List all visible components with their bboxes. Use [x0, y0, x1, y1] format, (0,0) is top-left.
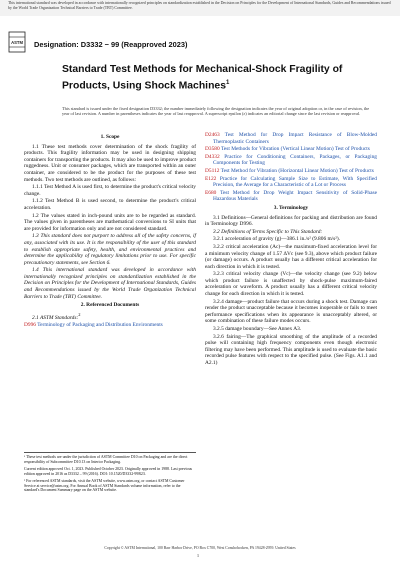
astm-standards-label: 2.1 ASTM Standards:$^2$: [32, 311, 81, 321]
reference-item: [205, 132, 377, 145]
reference-title: Test Method for Drop Impact Resistance of Blow-Molded Thermoplastic Containers: [213, 132, 377, 145]
paragraph-1-1-1: 1.1.1 Test Method A is used first, to determine the product's critical velocity change.: [24, 184, 196, 197]
reference-title: Test Methods for Vibration (Vertical Linear Motion) Test of Products: [220, 146, 370, 153]
reference-title: Practice for Calculating Sample Size to Estimate, With Specified Precision, the Average for a Characteristic of a Lot or Process: [213, 175, 377, 189]
reference-item: [205, 154, 377, 167]
astm-logo: [8, 31, 26, 53]
reference-item: [205, 176, 377, 189]
footnote-1-edition: Current edition approved Oct. 1, 2023. Published October 2023. Originally approved in 1988. Last previous edition approved in 2016 as D3332 – 99 (2016). DOI: 10.1520/D3332-99R23.: [24, 466, 193, 476]
footnotes: [24, 452, 196, 495]
paragraph-3-2-5: 3.2.5 damage boundary—See Annex A3.: [213, 326, 302, 333]
section-heading-scope: 1. Scope: [100, 134, 120, 140]
reference-code-link[interactable]: E122: [205, 175, 217, 182]
reference-code-link[interactable]: D4332: [205, 153, 220, 160]
section-heading-referenced-documents: 2. Referenced Documents: [80, 302, 140, 309]
paragraph-3-2-1: 3.2.1 acceleration of gravity (g)—386.1 in./s² (9.806 m/s²).: [213, 236, 341, 243]
footnote-1: ¹ These test methods are under the jurisdiction of ASTM Committee D10 on Packaging and are the direct responsibility of Subcommittee D10.13 on Interior Packaging.: [24, 455, 188, 464]
paragraph-1-1-2: 1.1.2 Test Method B is used second, to determine the product's critical acceleration.: [24, 198, 196, 211]
paragraph-3-1: 3.1 Definitions—General definitions for packing and distribution are found in Terminology D996.: [205, 214, 377, 228]
reference-code-link[interactable]: D5112: [205, 167, 220, 174]
reference-item: [205, 146, 377, 153]
right-column: [205, 132, 377, 368]
reference-item: [205, 168, 377, 175]
standard-banner: This international standard was developed in accordance with internationally recognized principles on standardization established in the Decision on Principles for the Development of International Standards, Guides and Recommendations issued by the World Trade Organization Technical Barriers to Trade (TBT) Committee.: [0, 0, 400, 16]
reference-title: Terminology of Packaging and Distribution Environments: [37, 322, 163, 329]
reference-list: [205, 132, 377, 203]
left-column: [24, 132, 196, 330]
page-title: [62, 64, 362, 93]
title-text: Standard Test Methods for Mechanical-Shock Fragility of Products, Using Shock Machines: [62, 64, 343, 92]
page-number: 1: [197, 553, 199, 558]
footnote-2: ² For referenced ASTM standards, visit the ASTM website, www.astm.org, or contact ASTM Customer Service at service@astm.org. For Annual Book of ASTM Standards volume information, refer to the standard's Document Summary page on the ASTM website.: [24, 478, 185, 493]
paragraph-1-4: 1.4 This international standard was developed in accordance with internationally recognized principles on standardization established in the Decision on Principles for the Development of International Standards, Guides and Recommendations issued by the World Trade Organization Technical Barriers to Trade (TBT) Committee.: [24, 267, 196, 300]
paragraph-3-2-4: 3.2.4 damage—product failure that occurs during a shock test. Damage can render the product unacceptable because it becomes inoperable or fails to meet performance specifications when its appearance is unacceptably altered, or some combination of these failure modes occurs.: [205, 298, 377, 325]
reference-code-link[interactable]: D3580: [205, 146, 220, 153]
paragraph-3-2-2: 3.2.2 critical acceleration (Ac)—the maximum-fixed acceleration level for a minimum velocity change of 1.57 ΔVc (see 9.3), above which product failure (or damage) occurs. A product usually has a different critical acceleration for each direction in which it is tested.: [205, 243, 377, 270]
reference-item: [205, 190, 377, 203]
paragraph-1-2: 1.2 The values stated in inch-pound units are to be regarded as standard. The values given in parentheses are mathematical conversions to SI units that are provided for information only and are not considered standard.: [24, 212, 196, 232]
reference-title: Test Method for Vibration (Horizontal Linear Motion) Test of Products: [220, 167, 374, 174]
paragraph-1-3: 1.3 This standard does not purport to address all of the safety concerns, if any, associated with its use. It is the responsibility of the user of this standard to establish appropriate safety, health, and environmental practices and determine the applicability of regulatory limitations prior to use. For specific precautionary statements, see Section 6.: [24, 233, 196, 266]
title-footnote-marker: 1: [225, 79, 230, 86]
copyright-footer: Copyright © ASTM International, 100 Barr Harbor Drive, PO Box C700, West Conshohocken, PA 19428-2959. United States: [104, 546, 296, 550]
reference-item-d996: [24, 322, 196, 329]
paragraph-3-2-6: 3.2.6 fairing—The graphical smoothing of the amplitude of a recorded pulse will containing high frequency components even though electronic filtering may have been performed. This amplitude is used to evaluate the basic recorded pulse features with respect to the specified pulse. (See Figs. A1.1 and A2.1): [205, 333, 377, 366]
reference-code-link[interactable]: D996: [24, 322, 36, 329]
reference-title: Practice for Conditioning Containers, Packages, or Packaging Components for Testing: [213, 153, 377, 167]
reference-code-link[interactable]: D2463: [205, 132, 220, 138]
reference-code-link[interactable]: E680: [205, 189, 217, 196]
designation: Designation: D3332 − 99 (Reapproved 2023): [34, 40, 188, 49]
paragraph-1-1: 1.1 These test methods cover determination of the shock fragility of products. This fragility information may be used in designing shipping containers for transporting the products. It may also be used to improve product ruggedness. Unit or consumer packages, which are transported within an outer container, are considered to be the product for the purposes of these test methods. Two test methods are outlined, as follows:: [24, 143, 197, 183]
paragraph-3-2: 3.2 Definitions of Terms Specific to This Standard:: [213, 228, 323, 235]
reference-title: Test Method for Drop Weight Impact Sensitivity of Solid-Phase Hazardous Materials: [213, 189, 377, 203]
paragraph-3-2-3: 3.2.3 critical velocity change (Vc)—the velocity change (see 9.2) below which product failure is unaffected by shock-pulse maximum-faired acceleration or waveform. A product usually has a different critical velocity change for each direction in which it is tested.: [205, 271, 377, 298]
standard-note: This standard is issued under the fixed designation D3332; the number immediately following the designation indicates the year of original adoption or, in the case of revision, the year of last revision. A number in parentheses indicates the year of last reapproval. A superscript epsilon (ε) indicates an editorial change since the last revision or reapproval.: [62, 106, 370, 117]
section-heading-terminology: 3. Terminology: [273, 204, 309, 211]
svg-text:ASTM: ASTM: [11, 40, 23, 45]
